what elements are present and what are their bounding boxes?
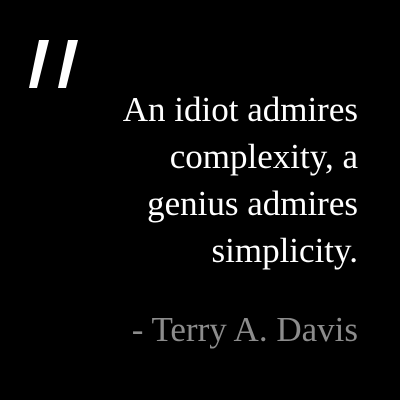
quotation-mark-icon: [24, 40, 82, 90]
quote-text: [58, 86, 358, 274]
quote-line-4: simplicity.: [211, 231, 358, 270]
quote-line-3: genius admires: [147, 184, 358, 223]
quote-attribution: - Terry A. Davis: [131, 310, 358, 349]
quote-line-2: complexity, a: [169, 137, 358, 176]
quote-line-1: An idiot admires: [122, 90, 358, 129]
